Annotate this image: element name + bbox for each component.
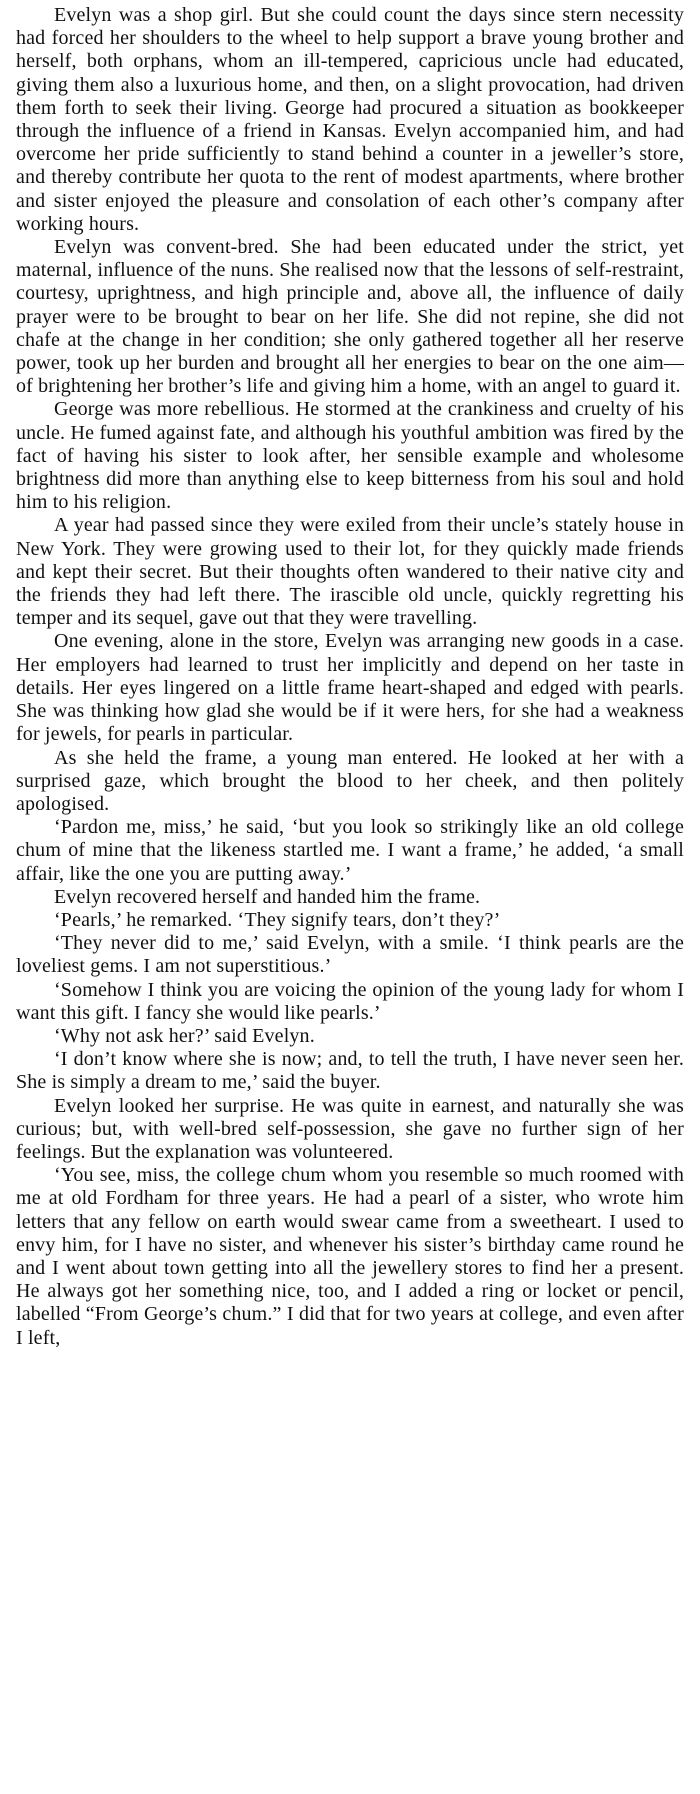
paragraph-7: ‘Pardon me, miss,’ he said, ‘but you look so strikingly like an old college chum of mine that the likeness startled me. I want a frame,’ he added, ‘a small affair, like the one you are putting away.’ (16, 816, 684, 885)
article-page (16, 4, 684, 1350)
paragraph-3: George was more rebellious. He stormed at the crankiness and cruelty of his uncle. He fumed against fate, and although his youthful ambition was fired by the fact of having his sister to look after, her sensible example and wholesome brightness did more than anything else to keep bitterness from his soul and hold him to his religion. (16, 398, 684, 514)
paragraph-2: Evelyn was convent-bred. She had been educated under the strict, yet maternal, influence of the nuns. She realised now that the lessons of self-restraint, courtesy, uprightness, and high principle and, above all, the influence of daily prayer were to be brought to bear on her life. She did not repine, she did not chafe at the change in her condition; she only gathered together all her reserve power, took up her burden and brought all her energies to bear on the one aim—of brightening her brother’s life and giving him a home, with an angel to guard it. (16, 236, 684, 398)
paragraph-14: Evelyn looked her surprise. He was quite in earnest, and naturally she was curious; but, with well-bred self-possession, she gave no further sign of her feelings. But the explanation was volunteered. (16, 1094, 684, 1163)
paragraph-8: Evelyn recovered herself and handed him the frame. (54, 885, 481, 908)
paragraph-1: Evelyn was a shop girl. But she could count the days since stern necessity had forced her shoulders to the wheel to help support a brave young brother and herself, both orphans, whom an ill-tempered, capricious uncle had educated, giving them also a luxurious home, and then, on a slight provocation, had driven them forth to seek their living. George had procured a situation as bookkeeper through the influence of a friend in Kansas. Evelyn accompanied him, and had overcome her pride sufficiently to stand behind a counter in a jeweller’s store, and thereby contribute her quota to the rent of modest apartments, where brother and sister enjoyed the pleasure and consolation of each other’s company after working hours. (16, 4, 684, 235)
paragraph-4: A year had passed since they were exiled from their uncle’s stately house in New York. They were growing used to their lot, for they quickly made friends and kept their secret. But their thoughts often wandered to their native city and the friends they had left there. The irascible old uncle, quickly regretting his temper and its sequel, gave out that they were travelling. (16, 514, 684, 630)
paragraph-9: ‘Pearls,’ he remarked. ‘They signify tears, don’t they?’ (54, 908, 501, 931)
paragraph-6: As she held the frame, a young man entered. He looked at her with a surprised gaze, which brought the blood to her cheek, and then politely apologised. (16, 746, 684, 815)
paragraph-13: ‘I don’t know where she is now; and, to tell the truth, I have never seen her. She is simply a dream to me,’ said the buyer. (16, 1048, 684, 1094)
paragraph-11: ‘Somehow I think you are voicing the opinion of the young lady for whom I want this gift. I fancy she would like pearls.’ (16, 978, 684, 1024)
paragraph-5: One evening, alone in the store, Evelyn was arranging new goods in a case. Her employers had learned to trust her implicitly and depend on her taste in details. Her eyes lingered on a little frame heart-shaped and edged with pearls. She was thinking how glad she would be if it were hers, for she had a weakness for jewels, for pearls in particular. (16, 630, 684, 746)
paragraph-10: ‘They never did to me,’ said Evelyn, with a smile. ‘I think pearls are the loveliest gems. I am not superstitious.’ (16, 932, 684, 978)
paragraph-15: ‘You see, miss, the college chum whom you resemble so much roomed with me at old Fordham for three years. He had a pearl of a sister, who wrote him letters that any fellow on earth would swear came from a sweetheart. I used to envy him, for I have no sister, and whenever his sister’s birthday came round he and I went about town getting into all the jewellery stores to find her a present. He always got her something nice, too, and I added a ring or locket or pencil, labelled “From George’s chum.” I did that for two years at college, and even after I left, (16, 1164, 684, 1349)
paragraph-12: ‘Why not ask her?’ said Evelyn. (54, 1024, 315, 1047)
